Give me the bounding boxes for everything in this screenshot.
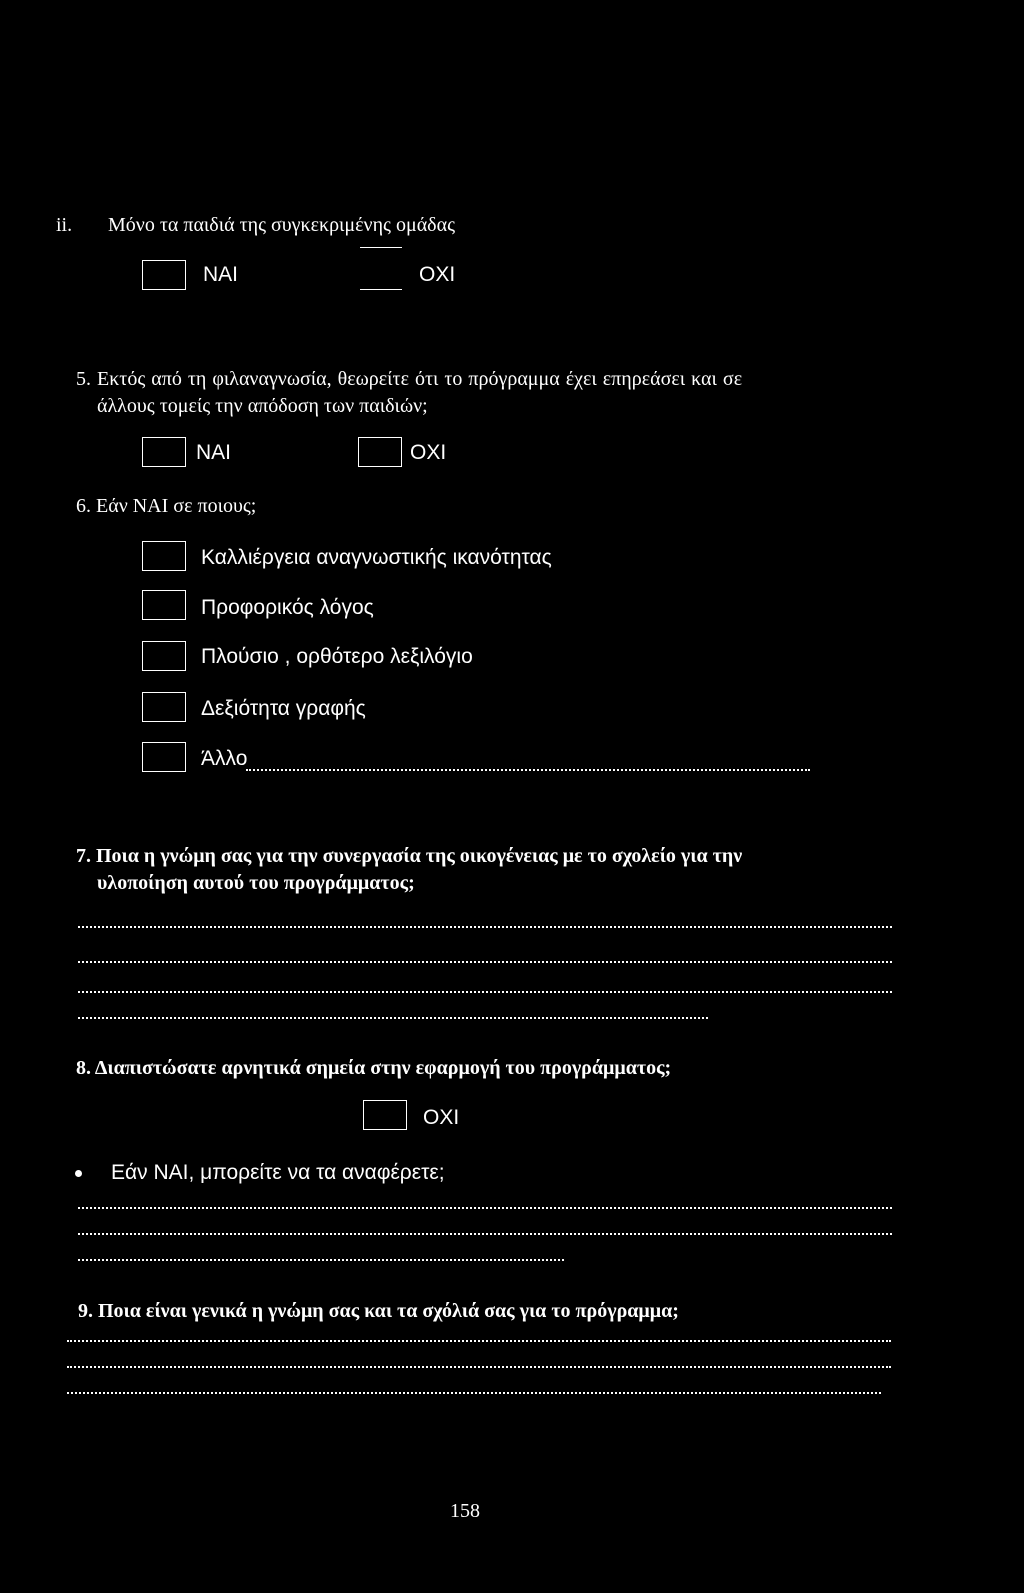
q7-text-line1: 7. Ποια η γνώμη σας για την συνεργασία της οικογένειας με το σχολείο για την <box>76 845 743 867</box>
q6-option-2-label: Προφορικός λόγος <box>201 596 374 619</box>
q9-answer-line-1[interactable] <box>67 1340 891 1342</box>
q8-text: 8. Διαπιστώσατε αρνητικά σημεία στην εφαρμογή του προγράμματος; <box>76 1057 672 1079</box>
q7-answer-line-3[interactable] <box>78 991 892 993</box>
page-number: 158 <box>450 1500 480 1522</box>
q5-no-label: ΟΧΙ <box>410 441 447 464</box>
q8-answer-line-1[interactable] <box>78 1207 892 1209</box>
q8-bullet-text: Εάν ΝΑΙ, μπορείτε να τα αναφέρετε; <box>111 1161 445 1184</box>
q6-option-2-checkbox[interactable] <box>142 590 186 620</box>
q6-option-1-label: Καλλιέργεια αναγνωστικής ικανότητας <box>201 546 552 569</box>
q5-yes-checkbox[interactable] <box>142 437 186 467</box>
q6-option-3-checkbox[interactable] <box>142 641 186 671</box>
q6-option-1-checkbox[interactable] <box>142 541 186 571</box>
item-ii-yes-checkbox[interactable] <box>142 260 186 290</box>
q5-text-line1: 5. Εκτός από τη φιλαναγνωσία, θεωρείτε ότι το πρόγραμμα έχει επηρεάσει και σε <box>76 368 743 390</box>
q6-text: 6. Εάν ΝΑΙ σε ποιους; <box>76 495 257 517</box>
item-ii-yes-label: ΝΑΙ <box>203 263 239 286</box>
q6-option-5-label: Άλλο <box>201 747 248 770</box>
item-ii-marker: ii. <box>56 214 73 236</box>
q7-answer-line-1[interactable] <box>78 926 892 928</box>
q8-no-label: ΟΧΙ <box>423 1106 460 1129</box>
q5-yes-label: ΝΑΙ <box>196 441 232 464</box>
q6-option-3-label: Πλούσιο , ορθότερο λεξιλόγιο <box>201 645 473 668</box>
q8-no-checkbox[interactable] <box>363 1100 407 1130</box>
q6-option-4-label: Δεξιότητα γραφής <box>201 697 366 720</box>
item-ii-no-label: ΟΧΙ <box>419 263 456 286</box>
q6-option-4-checkbox[interactable] <box>142 692 186 722</box>
item-ii-no-line-bottom[interactable] <box>360 289 402 290</box>
q8-answer-line-3[interactable] <box>78 1259 564 1261</box>
q6-other-fill-line[interactable] <box>246 769 810 771</box>
q7-answer-line-2[interactable] <box>78 961 892 963</box>
q9-answer-line-3[interactable] <box>67 1392 881 1394</box>
item-ii-text: Μόνο τα παιδιά της συγκεκριμένης ομάδας <box>108 214 456 236</box>
q8-answer-line-2[interactable] <box>78 1233 892 1235</box>
q5-text-line2: άλλους τομείς την απόδοση των παιδιών; <box>97 395 428 417</box>
q5-no-checkbox[interactable] <box>358 437 402 467</box>
q6-option-5-checkbox[interactable] <box>142 742 186 772</box>
q7-text-line2: υλοποίηση αυτού του προγράμματος; <box>97 872 415 894</box>
item-ii-no-line-top <box>360 247 402 248</box>
q7-answer-line-4[interactable] <box>78 1017 708 1019</box>
q9-text: 9. Ποια είναι γενικά η γνώμη σας και τα σχόλιά σας για το πρόγραμμα; <box>78 1300 679 1322</box>
q8-bullet-icon <box>75 1170 82 1177</box>
q9-answer-line-2[interactable] <box>67 1366 891 1368</box>
